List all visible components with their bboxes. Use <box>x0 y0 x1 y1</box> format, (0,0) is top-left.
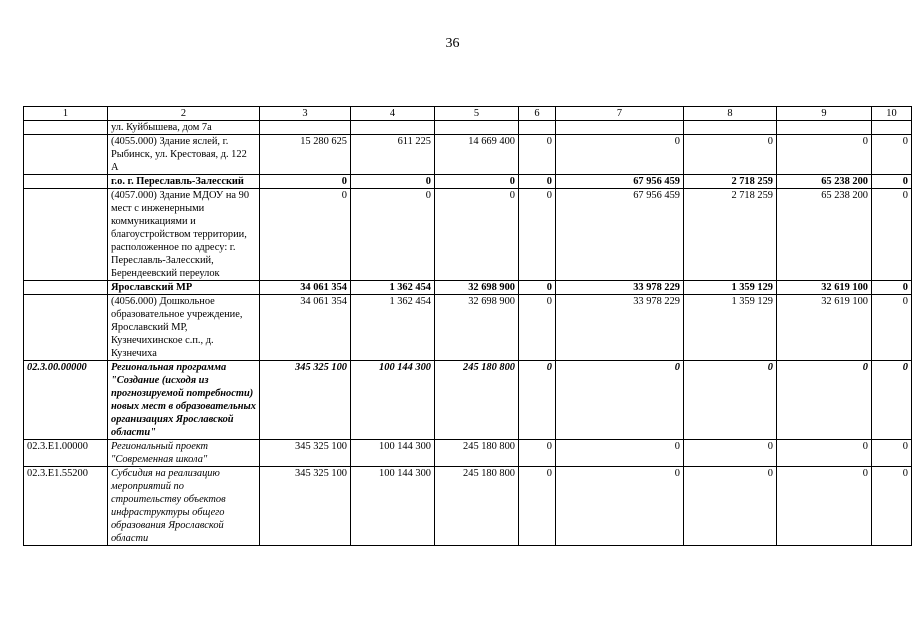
row-name-cell: (4057.000) Здание МДОУ на 90 мест с инженерными коммуникациями и благоустройством территории, расположенное по адресу: г. Переславль-Залесский, Берендеевский переулок <box>108 189 260 281</box>
value-col5-cell: 0 <box>435 189 519 281</box>
value-col6-cell: 0 <box>519 175 556 189</box>
value-col4-cell: 1 362 454 <box>351 281 435 295</box>
value-col5-cell: 32 698 900 <box>435 281 519 295</box>
row-code-cell <box>24 295 108 361</box>
value-col6-cell <box>519 121 556 135</box>
row-name-cell: ул. Куйбышева, дом 7а <box>108 121 260 135</box>
value-col3-cell: 34 061 354 <box>260 295 351 361</box>
value-col6-cell: 0 <box>519 281 556 295</box>
value-col5-cell: 245 180 800 <box>435 361 519 440</box>
value-col6-cell: 0 <box>519 361 556 440</box>
column-header: 6 <box>519 107 556 121</box>
value-col9-cell: 0 <box>777 467 872 546</box>
value-col9-cell <box>777 121 872 135</box>
value-col5-cell: 32 698 900 <box>435 295 519 361</box>
row-name-cell: Региональный проект "Современная школа" <box>108 440 260 467</box>
value-col4-cell: 1 362 454 <box>351 295 435 361</box>
value-col4-cell: 0 <box>351 189 435 281</box>
table-row <box>24 467 912 546</box>
value-col7-cell: 0 <box>556 440 684 467</box>
row-name-cell: (4056.000) Дошкольное образовательное учреждение, Ярославский МР, Кузнечихинское с.п., д. Кузнечиха <box>108 295 260 361</box>
value-col3-cell: 0 <box>260 189 351 281</box>
value-col9-cell: 0 <box>777 440 872 467</box>
value-col8-cell: 1 359 129 <box>684 281 777 295</box>
value-col3-cell: 15 280 625 <box>260 135 351 175</box>
value-col3-cell: 34 061 354 <box>260 281 351 295</box>
value-col7-cell: 33 978 229 <box>556 295 684 361</box>
column-header: 5 <box>435 107 519 121</box>
value-col7-cell: 67 956 459 <box>556 189 684 281</box>
value-col9-cell: 32 619 100 <box>777 295 872 361</box>
value-col10-cell: 0 <box>872 295 912 361</box>
value-col4-cell <box>351 121 435 135</box>
value-col7-cell <box>556 121 684 135</box>
value-col9-cell: 0 <box>777 135 872 175</box>
value-col6-cell: 0 <box>519 135 556 175</box>
column-header: 8 <box>684 107 777 121</box>
column-header: 4 <box>351 107 435 121</box>
value-col6-cell: 0 <box>519 440 556 467</box>
value-col7-cell: 0 <box>556 135 684 175</box>
column-header: 7 <box>556 107 684 121</box>
value-col7-cell: 33 978 229 <box>556 281 684 295</box>
value-col10-cell: 0 <box>872 281 912 295</box>
value-col6-cell: 0 <box>519 295 556 361</box>
value-col8-cell <box>684 121 777 135</box>
value-col9-cell: 65 238 200 <box>777 175 872 189</box>
row-name-cell: Ярославский МР <box>108 281 260 295</box>
table-row <box>24 440 912 467</box>
value-col8-cell: 0 <box>684 467 777 546</box>
value-col3-cell: 345 325 100 <box>260 361 351 440</box>
column-number-row <box>24 107 912 121</box>
value-col8-cell: 2 718 259 <box>684 175 777 189</box>
row-code-cell: 02.3.Е1.55200 <box>24 467 108 546</box>
value-col5-cell <box>435 121 519 135</box>
value-col8-cell: 1 359 129 <box>684 295 777 361</box>
row-code-cell <box>24 121 108 135</box>
table-row <box>24 189 912 281</box>
value-col8-cell: 0 <box>684 440 777 467</box>
value-col4-cell: 100 144 300 <box>351 440 435 467</box>
value-col7-cell: 0 <box>556 361 684 440</box>
row-code-cell <box>24 175 108 189</box>
value-col5-cell: 14 669 400 <box>435 135 519 175</box>
row-name-cell: (4055.000) Здание яслей, г. Рыбинск, ул. Крестовая, д. 122 А <box>108 135 260 175</box>
page-number: 36 <box>445 36 460 51</box>
value-col5-cell: 0 <box>435 175 519 189</box>
value-col7-cell: 67 956 459 <box>556 175 684 189</box>
value-col10-cell <box>872 121 912 135</box>
value-col3-cell: 345 325 100 <box>260 440 351 467</box>
value-col4-cell: 100 144 300 <box>351 361 435 440</box>
value-col6-cell: 0 <box>519 189 556 281</box>
value-col8-cell: 0 <box>684 361 777 440</box>
table-row <box>24 175 912 189</box>
value-col3-cell: 345 325 100 <box>260 467 351 546</box>
value-col5-cell: 245 180 800 <box>435 467 519 546</box>
column-header: 1 <box>24 107 108 121</box>
table-row <box>24 135 912 175</box>
column-header: 3 <box>260 107 351 121</box>
value-col4-cell: 611 225 <box>351 135 435 175</box>
value-col10-cell: 0 <box>872 135 912 175</box>
value-col10-cell: 0 <box>872 189 912 281</box>
budget-table-body <box>24 107 912 546</box>
row-code-cell <box>24 135 108 175</box>
value-col10-cell: 0 <box>872 467 912 546</box>
table-row <box>24 295 912 361</box>
column-header: 10 <box>872 107 912 121</box>
value-col8-cell: 0 <box>684 135 777 175</box>
value-col10-cell: 0 <box>872 361 912 440</box>
column-header: 2 <box>108 107 260 121</box>
value-col3-cell: 0 <box>260 175 351 189</box>
value-col6-cell: 0 <box>519 467 556 546</box>
value-col4-cell: 0 <box>351 175 435 189</box>
value-col9-cell: 0 <box>777 361 872 440</box>
row-code-cell: 02.3.Е1.00000 <box>24 440 108 467</box>
budget-table <box>23 106 912 546</box>
value-col10-cell: 0 <box>872 175 912 189</box>
value-col8-cell: 2 718 259 <box>684 189 777 281</box>
value-col4-cell: 100 144 300 <box>351 467 435 546</box>
value-col3-cell <box>260 121 351 135</box>
value-col10-cell: 0 <box>872 440 912 467</box>
column-header: 9 <box>777 107 872 121</box>
value-col7-cell: 0 <box>556 467 684 546</box>
row-name-cell: Субсидия на реализацию мероприятий по строительству объектов инфраструктуры общего образования Ярославской области <box>108 467 260 546</box>
row-name-cell: Региональная программа "Создание (исходя из прогнозируемой потребности) новых мест в образовательных организациях Ярославской области" <box>108 361 260 440</box>
table-row <box>24 281 912 295</box>
value-col5-cell: 245 180 800 <box>435 440 519 467</box>
value-col9-cell: 65 238 200 <box>777 189 872 281</box>
row-code-cell <box>24 189 108 281</box>
row-name-cell: г.о. г. Переславль-Залесский <box>108 175 260 189</box>
value-col9-cell: 32 619 100 <box>777 281 872 295</box>
table-row <box>24 361 912 440</box>
table-row <box>24 121 912 135</box>
row-code-cell <box>24 281 108 295</box>
row-code-cell: 02.3.00.00000 <box>24 361 108 440</box>
